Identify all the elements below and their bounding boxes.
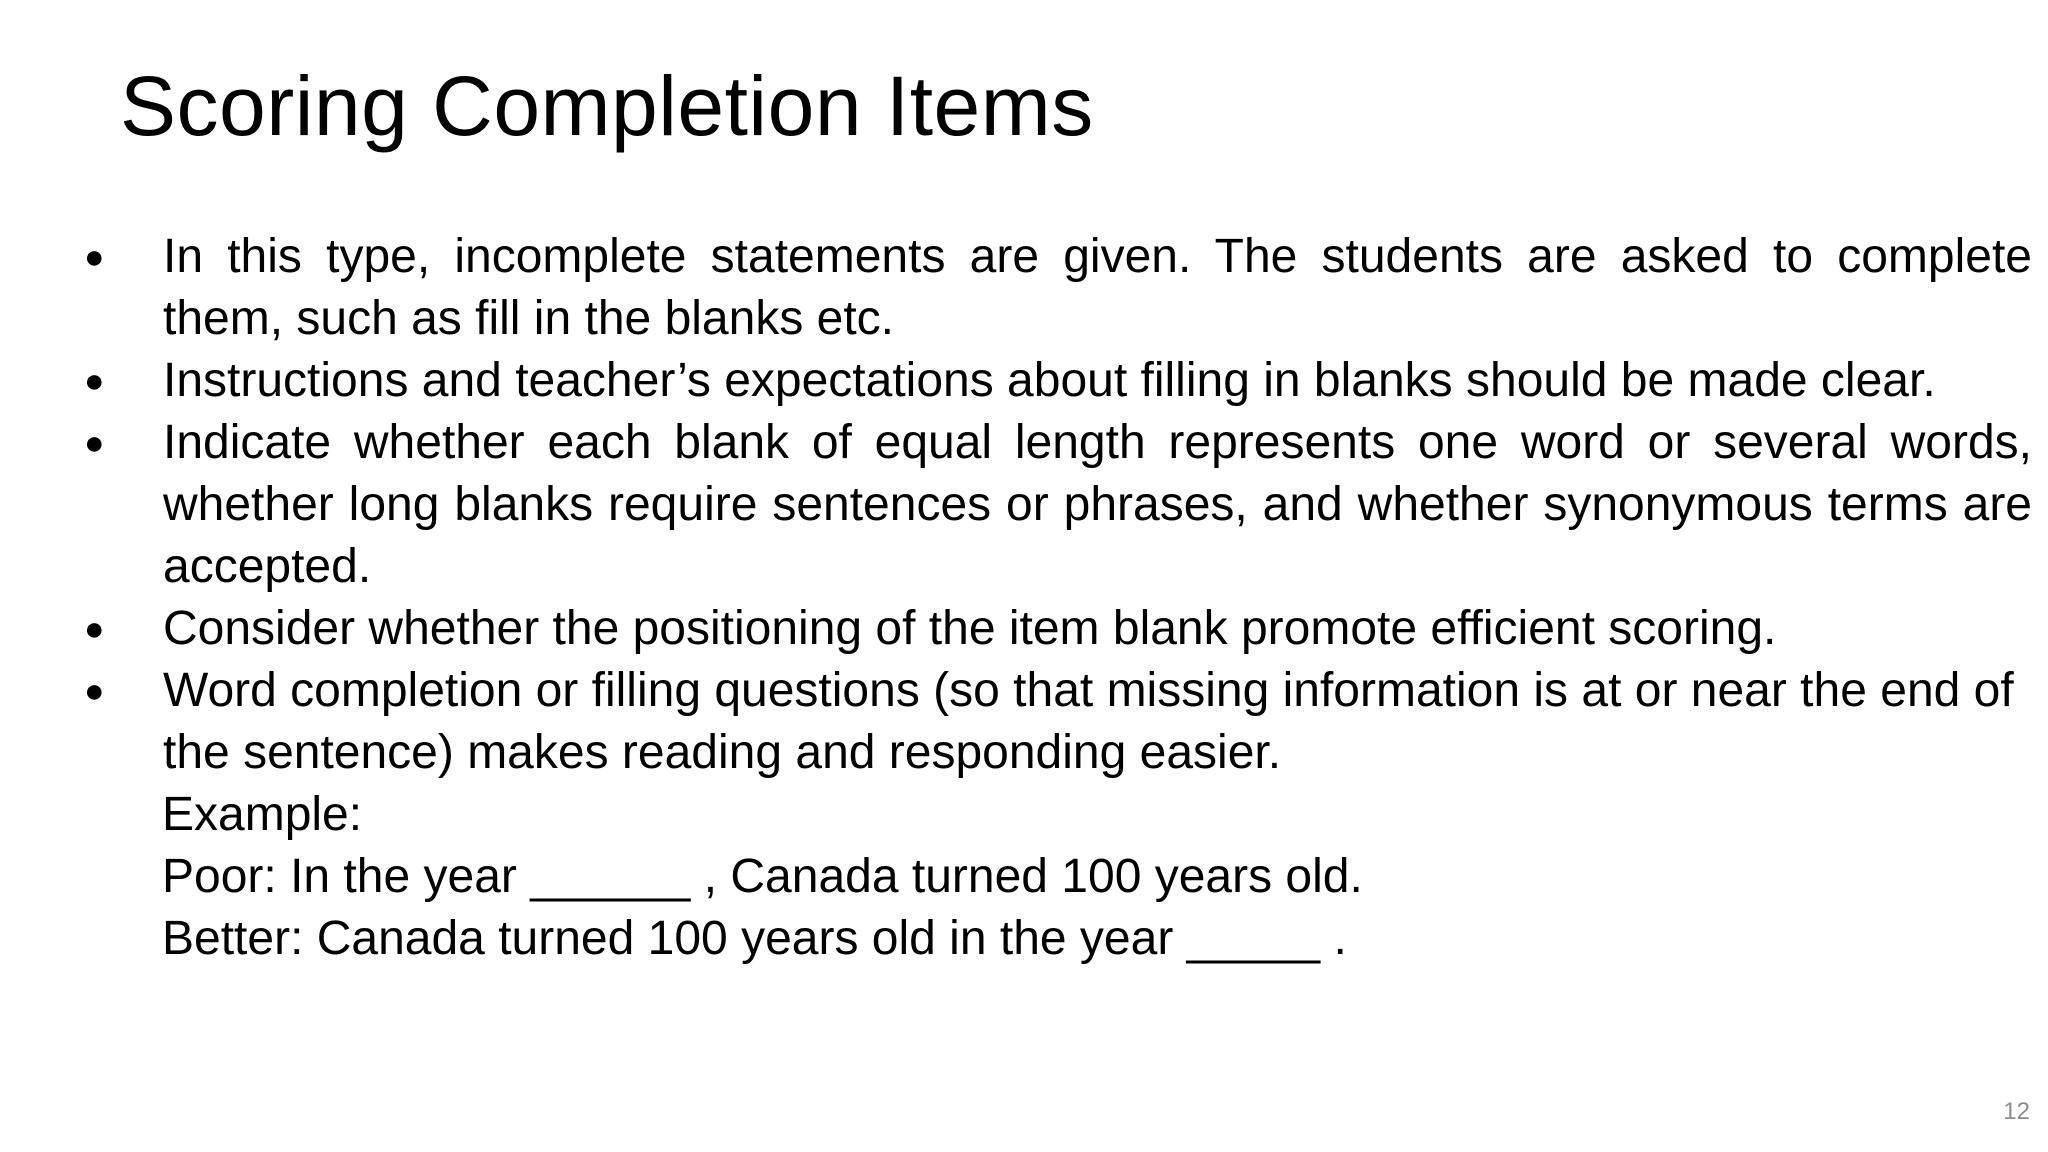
example-label: Example: bbox=[162, 788, 363, 841]
bullet-list bbox=[82, 226, 2032, 970]
bullet-text: Indicate whether each blank of equal length represents one word or several words, whether long blanks require sentences or phrases, and whether synonymous terms are accepted. bbox=[163, 416, 2032, 593]
bullet-item bbox=[82, 660, 2032, 784]
bullet-item bbox=[82, 598, 2032, 660]
example-better: Better: Canada turned 100 years old in the year _____ . bbox=[162, 912, 1347, 965]
bullet-item bbox=[82, 226, 2032, 350]
slide-title: Scoring Completion Items bbox=[120, 59, 1094, 153]
bullet-text: Consider whether the positioning of the item blank promote efficient scoring. bbox=[163, 602, 1777, 655]
bullet-text: Instructions and teacher’s expectations about filling in blanks should be made clear. bbox=[163, 354, 1936, 407]
bullet-item bbox=[82, 350, 2032, 412]
bullet-icon: ● bbox=[84, 424, 105, 462]
bullet-item bbox=[82, 412, 2032, 598]
example-poor: Poor: In the year ______ , Canada turned 100 years old. bbox=[162, 850, 1363, 903]
bullet-text: Word completion or filling questions (so that missing information is at or near the end of the sentence) makes reading and responding easier. bbox=[163, 664, 2014, 779]
bullet-icon: ● bbox=[84, 238, 105, 276]
bullet-icon: ● bbox=[84, 672, 105, 710]
page-number: 12 bbox=[2003, 1098, 2030, 1125]
bullet-icon: ● bbox=[84, 610, 105, 648]
bullet-icon: ● bbox=[84, 362, 105, 400]
bullet-text: In this type, incomplete statements are given. The students are asked to complete them, such as fill in the blanks etc. bbox=[163, 230, 2032, 345]
